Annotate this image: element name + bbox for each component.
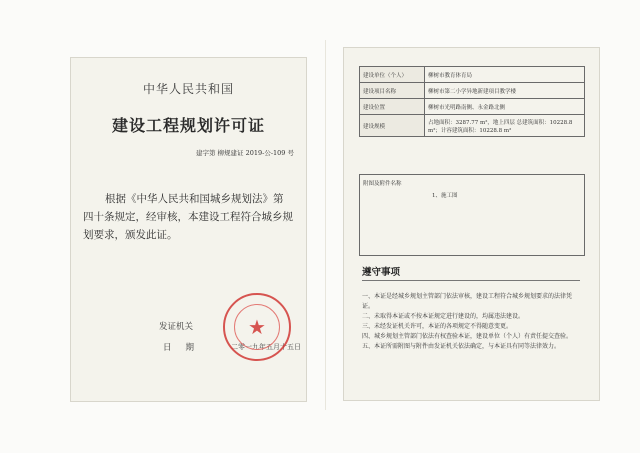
right-page bbox=[343, 47, 600, 401]
row-label: 建设项目名称 bbox=[360, 83, 425, 99]
permit-body-text: 根据《中华人民共和国城乡规划法》第四十条规定，经审核，本建设工程符合城乡规划要求，颁发此证。 bbox=[83, 193, 293, 241]
project-info-table bbox=[359, 66, 585, 137]
table-row bbox=[360, 99, 585, 115]
permit-title: 建设工程规划许可证 bbox=[111, 116, 265, 135]
annex-box bbox=[359, 174, 585, 256]
seal-star-icon: ★ bbox=[248, 315, 266, 339]
table-row bbox=[360, 115, 585, 137]
certificate-number: 建字第 柳规建证 2019-公-109 号 bbox=[195, 149, 294, 157]
row-value: 柳树市第二小学异地新建项目教学楼 bbox=[425, 83, 585, 99]
table-row bbox=[360, 83, 585, 99]
table-row bbox=[360, 67, 585, 83]
annex-item: 1、施工图 bbox=[432, 193, 458, 199]
country-name: 中华人民共和国 bbox=[142, 82, 234, 96]
list-item: 三、未经发证机关许可，本证的各项规定不得随意变更。 bbox=[362, 323, 513, 330]
row-value: 占地面积：3287.77 m²，地上四层 总建筑面积：10228.8 m²；计容建筑面积：10228.8 m² bbox=[425, 115, 585, 137]
row-label: 建设位置 bbox=[360, 99, 425, 115]
notice-list bbox=[362, 292, 582, 352]
issue-date: 二零一九年五月十五日 bbox=[231, 343, 301, 351]
page-fold bbox=[325, 40, 326, 410]
divider bbox=[362, 280, 580, 281]
list-item: 一、本证是经城乡规划主管部门依法审核，建设工程符合城乡规划要求的法律凭证。 bbox=[362, 293, 573, 310]
row-value: 柳树市教育体育局 bbox=[425, 67, 585, 83]
issuer-label: 发证机关 bbox=[159, 322, 194, 332]
official-seal-icon bbox=[223, 293, 291, 361]
list-item: 二、未取得本证或不按本证规定进行建设的，均属违法建设。 bbox=[362, 313, 525, 320]
list-item: 四、城乡规划主管部门依法有权查验本证，建设单位（个人）有责任提交查验。 bbox=[362, 333, 573, 340]
row-value: 柳树市光明路南侧、永金路北侧 bbox=[425, 99, 585, 115]
list-item: 五、本证所需附图与附件由发证机关依法确定，与本证具有同等法律效力。 bbox=[362, 343, 561, 350]
date-label: 日期 bbox=[163, 343, 209, 353]
row-label: 建设规模 bbox=[360, 115, 425, 137]
row-label: 建设单位（个人） bbox=[360, 67, 425, 83]
annex-label: 附图及附件名称 bbox=[363, 181, 402, 187]
notice-title: 遵守事项 bbox=[362, 267, 401, 278]
left-page bbox=[70, 57, 307, 402]
